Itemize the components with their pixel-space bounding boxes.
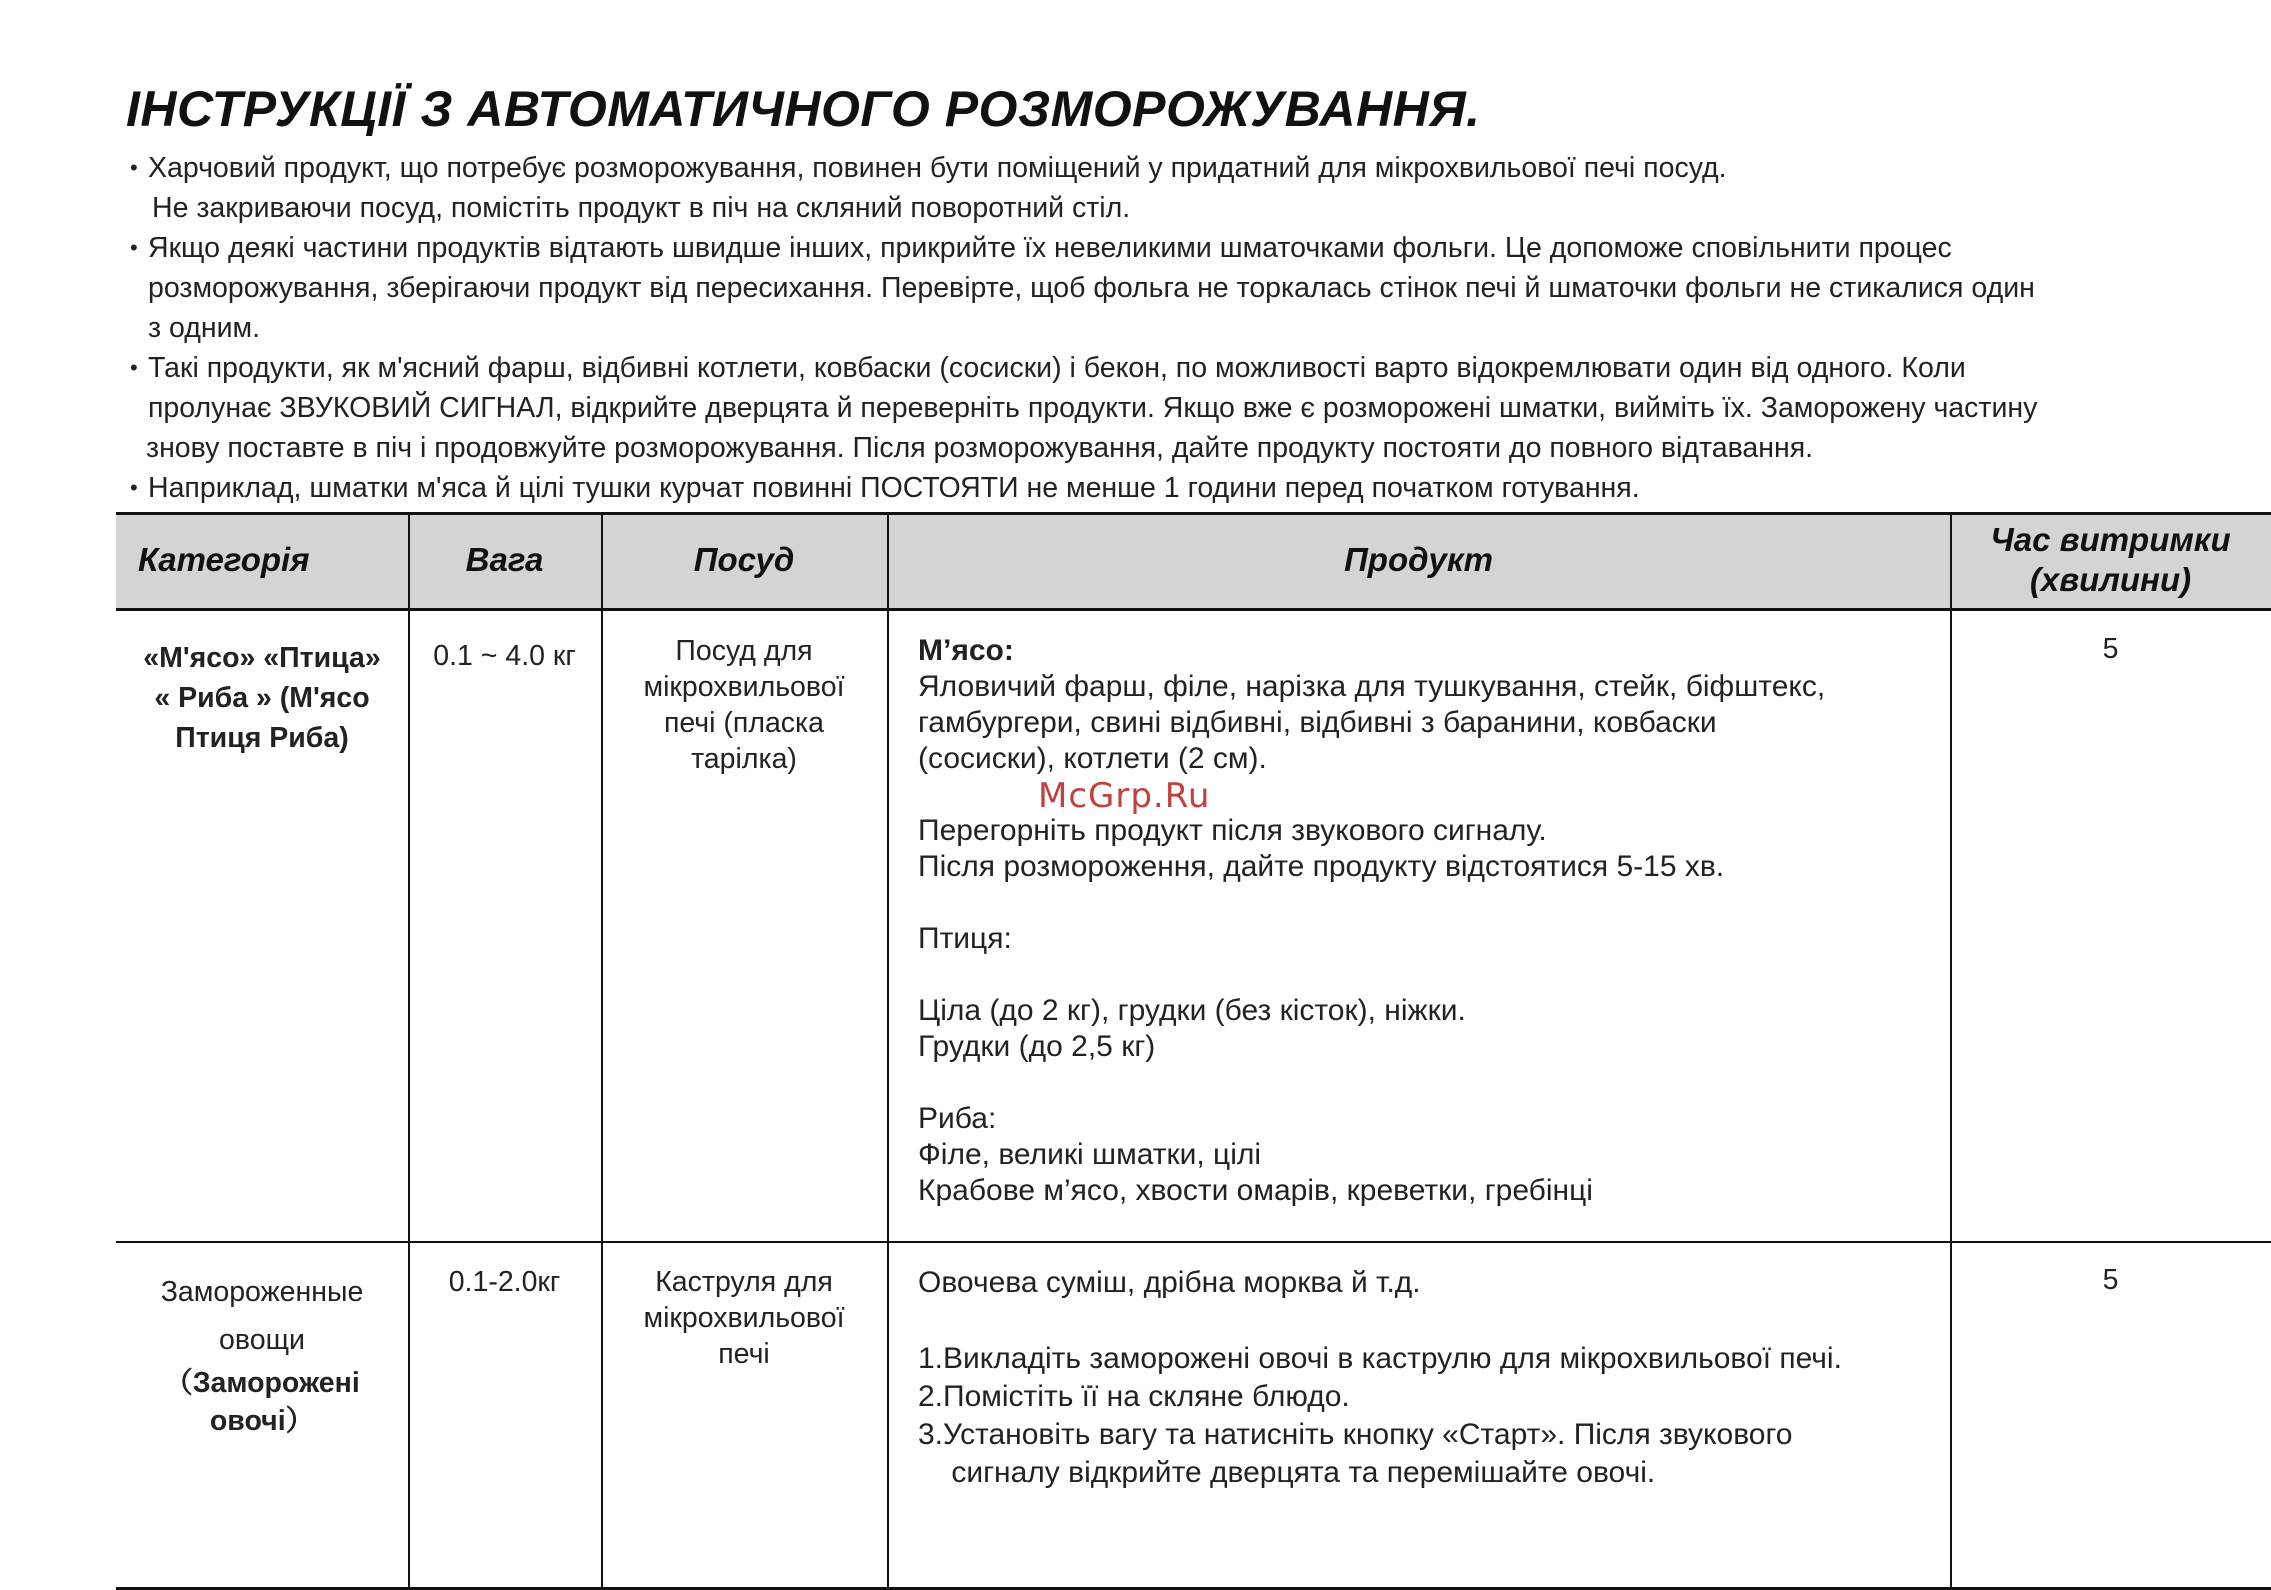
header-hold-time-line: Час витримки — [1990, 521, 2231, 558]
instruction-line: з одним. — [148, 312, 261, 344]
header-dish: Посуд — [693, 541, 795, 578]
header-hold-time-unit: (хвилини) — [2029, 561, 2192, 598]
table-border — [116, 1241, 2271, 1243]
row-2-category: Замороженные овощи （Заморожені овочі） — [160, 1276, 364, 1437]
bullet-icon: • — [130, 475, 138, 500]
instruction-line: знову поставте в піч і продовжуйте розморожування. Після розморожування, дайте продукту постояти до повного відтавання. — [146, 432, 1814, 464]
row-1-product: М’ясо: Яловичий фарш, філе, нарізка для тушкування, стейк, біфштекс, гамбургери, свині відбивні, відбивні з баранини, ковбаски (сосиски), котлети (2 см). Перегорніть продукт після звукового сигналу. Після розмороження, дайте продукту відстоятися 5-15 хв. Птиця: Ціла (до 2 кг), грудки (без кісток), ніжки. Грудки (до 2,5 кг) Риба: Філе, великі шматки, цілі Крабове м’ясо, хвости омарів, креветки, гребінці — [918, 634, 1826, 1207]
bullet-icon: • — [130, 155, 138, 180]
row-1-hold-time: 5 — [2102, 633, 2119, 665]
page-title: ІНСТРУКЦІЇ З АВТОМАТИЧНОГО РОЗМОРОЖУВАННЯ. — [126, 81, 1481, 137]
defrost-table — [116, 512, 2271, 1590]
column-divider — [887, 512, 889, 1590]
instruction-line: • Якщо деякі частини продуктів відтають швидше інших, прикрийте їх невеликими шматочками фольги. Це допоможе сповільнити процес — [130, 228, 1952, 268]
header-weight: Вага — [465, 541, 544, 578]
row-1-category: «М'ясо» «Птица» « Риба » (М'ясо Птиця Риба) — [143, 642, 381, 754]
instruction-line: пролунає ЗВУКОВИЙ СИГНАЛ, відкрийте дверцята й переверніть продукти. Якщо вже є розморожені шматки, вийміть їх. Заморожену частину — [148, 392, 2038, 424]
bullet-icon: • — [130, 355, 138, 380]
row-2-hold-time: 5 — [2102, 1264, 2119, 1296]
row-1-weight: 0.1 ~ 4.0 кг — [433, 640, 576, 672]
header-hold-time — [1950, 512, 2271, 608]
header-category: Категорія — [138, 541, 310, 578]
header-product: Продукт — [1344, 541, 1493, 578]
row-2-dish: Каструля для мікрохвильової печі — [643, 1266, 845, 1370]
row-2-product: Овочева суміш, дрібна морква й т.д. 1.Викладіть заморожені овочі в каструлю для мікрохвильової печі. 2.Помістіть її на скляне блюдо. 3.Установіть вагу та натисніть кнопку «Старт». Після звукового сигналу відкрийте дверцята та перемішайте овочі. — [918, 1266, 1842, 1489]
instruction-line: • Наприклад, шматки м'яса й цілі тушки курчат повинні ПОСТОЯТИ не менше 1 години перед початком готування. — [130, 468, 1640, 508]
instruction-line: • Такі продукти, як м'ясний фарш, відбивні котлети, ковбаски (сосиски) і бекон, по можливості варто відокремлювати один від одного. Коли — [130, 348, 1966, 388]
row-2-weight: 0.1-2.0кг — [448, 1266, 561, 1298]
instruction-line: • Харчовий продукт, що потребує розморожування, повинен бути поміщений у придатний для мікрохвильової печі посуд. — [130, 148, 1727, 188]
bullet-icon: • — [130, 235, 138, 260]
instruction-line: розморожування, зберігаючи продукт від пересихання. Перевірте, щоб фольга не торкалась стінок печі й шматочки фольги не стикалися один — [148, 272, 2035, 304]
row-1-dish: Посуд для мікрохвильової печі (пласка тарілка) — [643, 635, 845, 775]
instruction-line: Не закриваючи посуд, помістіть продукт в піч на скляний поворотний стіл. — [152, 192, 1131, 224]
watermark: McGrp.Ru — [1038, 776, 1211, 816]
table-border — [116, 608, 2271, 611]
